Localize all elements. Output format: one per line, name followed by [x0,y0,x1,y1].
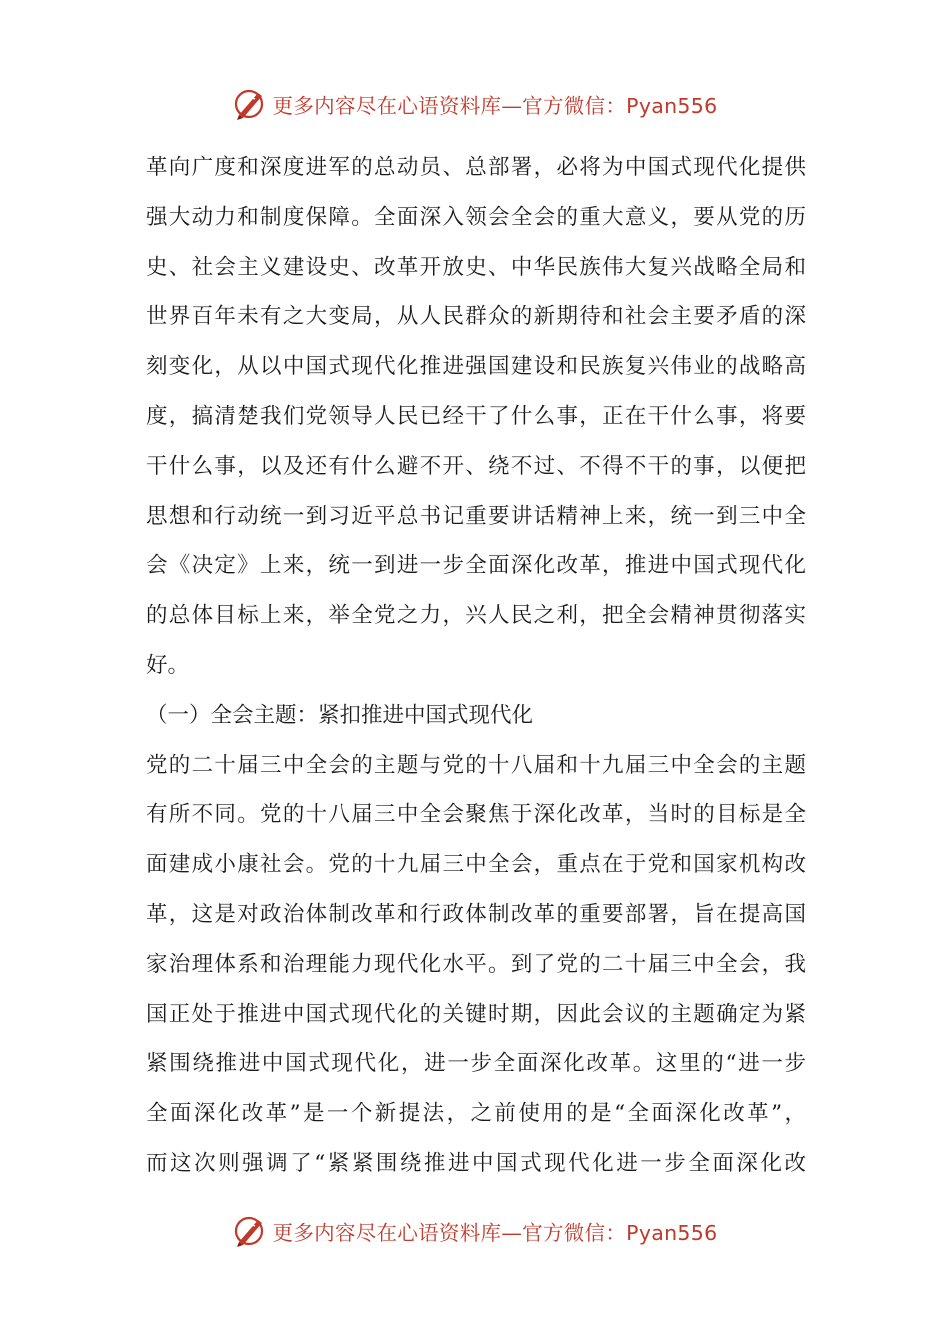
body-line: 度，搞清楚我们党领导人民已经干了什么事，正在干什么事，将要 [146,403,806,429]
body-line: 思想和行动统一到习近平总书记重要讲话精神上来，统一到三中全 [146,503,806,529]
document-body [146,143,806,1189]
body-line: 史、社会主义建设史、改革开放史、中华民族伟大复兴战略全局和 [146,254,806,280]
footer-banner-text [273,1216,718,1246]
body-line: 刻变化，从以中国式现代化推进强国建设和民族复兴伟业的战略高 [146,354,806,380]
body-line: 的总体目标上来，举全党之力，兴人民之利，把全会精神贯彻落实 [146,603,806,629]
body-line: 全面深化改革”是一个新提法，之前使用的是“全面深化改革”， [146,1101,806,1127]
body-line: 面建成小康社会。党的十九届三中全会，重点在于党和国家机构改 [146,852,806,878]
pen-logo-icon [233,1214,267,1248]
body-line: 有所不同。党的十八届三中全会聚焦于深化改革，当时的目标是全 [146,802,806,828]
footer-wechat-label: 官方微信： [522,1221,627,1245]
body-line: 革向广度和深度进军的总动员、总部署，必将为中国式现代化提供 [146,155,806,180]
body-line: 会《决定》上来，统一到进一步全面深化改革，推进中国式现代化 [146,553,806,579]
footer-brand: 更多内容尽在心语资料库 [272,1221,502,1245]
body-line: 世界百年未有之大变局，从人民群众的新期待和社会主要矛盾的深 [146,304,806,330]
body-line: 革，这是对政治体制改革和行政体制改革的重要部署，旨在提高国 [146,901,806,927]
body-line: 而这次则强调了“紧紧围绕推进中国式现代化进一步全面深化改 [146,1150,806,1176]
footer-wechat-id: Pyan556 [626,1221,718,1245]
body-line: 紧围绕推进中国式现代化，进一步全面深化改革。这里的“进一步 [146,1051,806,1077]
pen-logo-icon [233,87,267,121]
body-line: 强大动力和制度保障。全面深入领会全会的重大意义，要从党的历 [146,204,806,230]
header-brand: 更多内容尽在心语资料库 [272,94,502,118]
body-line: 好。 [146,652,190,678]
footer-banner [0,1207,950,1255]
header-separator: — [501,94,523,118]
body-line: 家治理体系和治理能力现代化水平。到了党的二十届三中全会，我 [146,951,806,977]
footer-separator: — [501,1221,523,1245]
body-line: 国正处于推进中国式现代化的关键时期，因此会议的主题确定为紧 [146,1001,806,1027]
body-line: 党的二十届三中全会的主题与党的十八届和十九届三中全会的主题 [146,752,806,778]
header-banner [0,80,950,128]
header-banner-text [273,89,718,119]
header-wechat-label: 官方微信： [522,94,627,118]
header-wechat-id: Pyan556 [626,94,718,118]
section-heading: （一）全会主题：紧扣推进中国式现代化 [146,702,534,728]
body-line: 干什么事，以及还有什么避不开、绕不过、不得不干的事，以便把 [146,453,806,479]
